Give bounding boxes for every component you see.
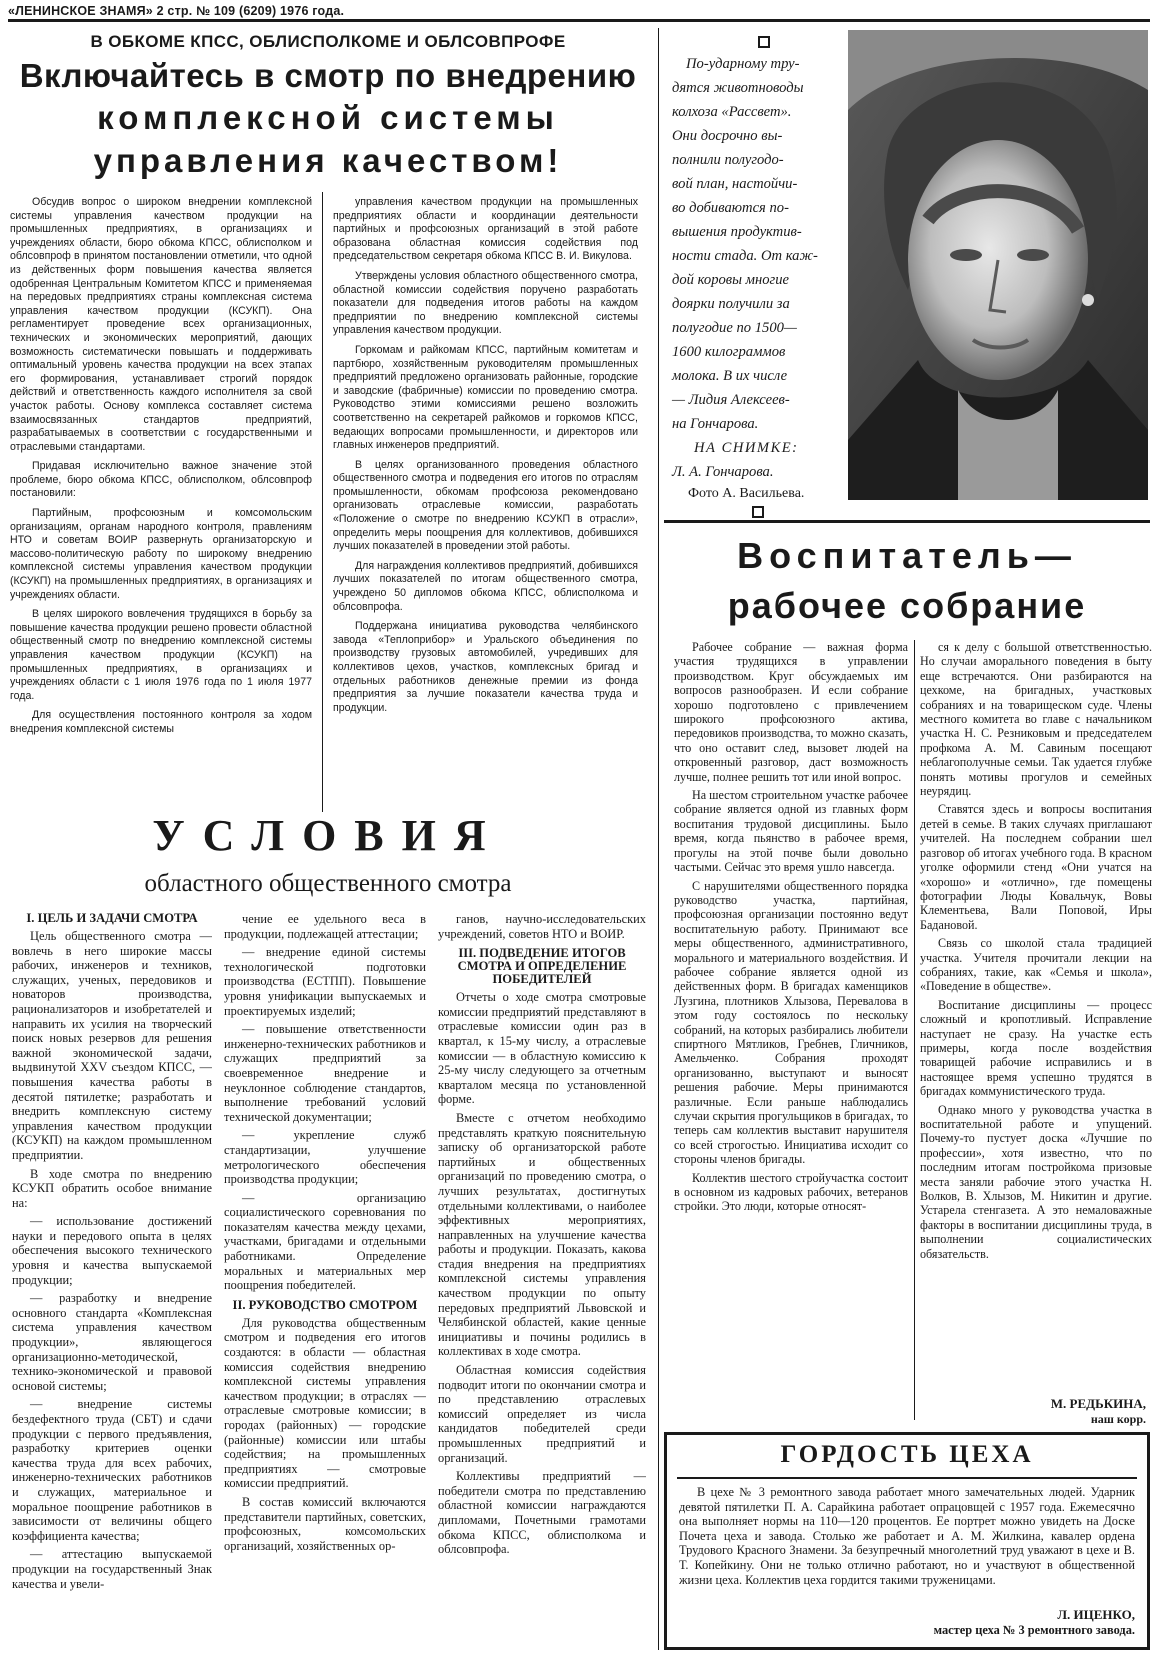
conditions-col-3: [438, 912, 646, 1652]
section-heading: II. РУКОВОДСТВО СМОТРОМ: [232, 1297, 418, 1312]
pride-signature: Л. ИЦЕНКО,: [1057, 1607, 1135, 1622]
caption-line: колхоза «Рассвет».: [672, 104, 792, 120]
educator-signature: М. РЕДЬКИНА,: [1050, 1396, 1146, 1411]
caption-line: дятся животноводы: [672, 80, 804, 96]
paragraph: Придавая исключительно важное значение этой проблеме, бюро обкома КПСС, облисполком, облсовпроф постановили:: [10, 460, 312, 500]
conditions-col-2: [224, 912, 426, 1652]
paragraph: Партийным, профсоюзным и комсомольским организациям, органам народного контроля, правлениям НТО и советам ВОИР развернуть организаторскую и массово-политическую работу по широкому внедрению комплексной системы управления качеством продукции (КСУКП) на промышленных предприятиях, в организациях и учреждениях области.: [10, 507, 312, 601]
paragraph: — повышение ответственности инженерно-технических работников и служащих предприятий за своевременное внедрение и неуклонное соблюдение стандартов, выполнение требований условий технической документации;: [224, 1022, 426, 1124]
headline-line-1: Включайтесь в смотр по внедрению: [19, 57, 637, 94]
pride-box: [664, 1432, 1150, 1650]
paragraph: В ходе смотра по внедрению КСУКП обратить особое внимание на:: [12, 1166, 212, 1210]
photo-credit: Фото А. Васильева.: [688, 486, 805, 501]
headline-line-3: управления качеством!: [93, 142, 563, 179]
photo-label: НА СНИМКЕ:: [694, 440, 799, 456]
pride-paragraph: В цехе № 3 ремонтного завода работает много замечательных людей. Ударник девятой пятилетки П. А. Сарайкина работает опрацовщей с 1957 года. Ежемесячно она выполняет нормы на 110—120 процентов. Ее портрет можно увидеть на Доске Почета цеха и завода. Столько же работает и А. М. Жилкина, кавалер ордена Трудового Красного Знамени. За безупречный многолетний труд уважают в цехе и В. Т. Копейкину. Они не только отлично работают, но и участвуют в общественной жизни цеха. Коллектив цеха гордится такими труженицами.: [679, 1485, 1135, 1587]
paragraph: Поддержана инициатива руководства челябинского завода «Теплоприбор» и Уральского объединения по производству грузовых автомобилей, учредивших для коллективов цехов, участков, комплексных бригад и отдельных работников денежные премии из фонда предприятия за лучшие показатели качества труда и продукции.: [333, 620, 638, 714]
caption-line: полнили полугодо-: [672, 152, 784, 168]
paragraph: Обсудив вопрос о широком внедрении комплексной системы управления качеством продукции на промышленных предприятиях, в организациях и учреждениях области, бюро обкома КПСС, облисполком и облсовпроф в принятом постановлении отметили, что одной из действенных форм повышения качества является одобренная Центральным Комитетом КПСС и применяемая на передовых предприятиях страны комплексная система управления качеством продукции (КСУКП). Она регламентирует проведение всех организационных, технических и экономических мероприятий, дающих возможность систематически повышать и поддерживать оптимальный уровень качества продукции на всех этапах его формирования, устанавливает строгий порядок действий и ответственность каждого исполнителя за свой участок работы. Основу комплекса составляет система взаимосвязанных стандартов предприятий, разрабатываемых в соответствии с государственными и отраслевыми стандартами.: [10, 196, 312, 453]
paragraph: Для осуществления постоянного контроля за ходом внедрения комплексной системы: [10, 709, 312, 735]
caption-line: на Гончарова.: [672, 416, 759, 432]
paragraph: Областная комиссия содействия подводит итоги по окончании смотра и по представлению отраслевых комиссий определяет из числа кандидатов победителей среди промышленных предприятий и организаций.: [438, 1363, 646, 1465]
paragraph: Отчеты о ходе смотра смотровые комиссии предприятий представляют в отраслевые комиссии один раз в квартал, к 15-му числу, а отраслевые комиссии — в областную комиссию к 25-му числу следующего за отчетным кварталом месяца по установленной форме.: [438, 990, 646, 1107]
paragraph: Коллектив шестого стройучастка состоит в основном из кадровых рабочих, ветеранов стройки. Это люди, которые относят-: [674, 1170, 908, 1214]
caption-line: вой план, настойчи-: [672, 176, 798, 192]
paragraph: Однако много у руководства участка в воспитательной работе и упущений. Почему-то пустует доска «Лучшие по профессии», хотя известно, что по последним итогам постройкома призовые места заняли рабочие этого участка Н. Волков, В. Хлызов, М. Никитин и другие. Устарела стенгазета. А это немаловажные факторы в воспитании дисциплины труда, в выполнении социалистических обязательств.: [920, 1102, 1152, 1261]
educator-headline-1: Воспитатель—: [737, 535, 1077, 576]
caption-line: дой коровы многие: [672, 272, 789, 288]
paragraph: С нарушителями общественного порядка руководство участка, партийная, профсоюзная организации постоянно ведут воспитательную работу. Принимают все меры общественного, административного, морального и материального воздействия. И рабочее собрание является одной из действенных форм. В бригадах каменщиков Лузгина, плотников Хлызова, Перевалова в этом году состоялось по нескольку собраний, на которых разбирались любители спиртного Мятликов, Гребнев, Гличников, Амельченко. Собрания проходят организованно, выступают и выносят решения рабочие. Меры принимаются различные. Если раньше наблюдались случаи скрытия прогульщиков в бригадах, то теперь сам коллектив выставит нарушителя со всей строгостью. Инициатива исходит со стороны членов бригады.: [674, 878, 908, 1167]
paragraph: управления качеством продукции на промышленных предприятиях области и координации деятельности партийных и профсоюзных организаций в этой работе образована областная комиссия содействия под председательством секретаря обкома КПСС В. И. Викулова.: [333, 196, 638, 263]
article-kicker: В ОБКОМЕ КПСС, ОБЛИСПОЛКОМЕ И ОБЛСОВПРОФЕ: [90, 32, 566, 51]
paragraph: — разработку и внедрение основного стандарта «Комплексная система управления качеством продукции», являющегося организационно-методической, технико-экономической и правовой основой системы;: [12, 1291, 212, 1393]
photo-caption: [672, 52, 848, 436]
pride-title: ГОРДОСТЬ ЦЕХА: [780, 1441, 1034, 1468]
paragraph: — укрепление служб стандартизации, улучшение метрологического обеспечения производства продукции;: [224, 1128, 426, 1187]
caption-line: Они досрочно вы-: [672, 128, 783, 144]
ornament-square: [752, 506, 764, 518]
paragraph: Цель общественного смотра — вовлечь в него широкие массы рабочих, инженеров и техников, служащих, ученых, передовиков и новаторов производства, рационализаторов и изобретателей и направить их усилия на творческий поиск новых резервов для решения важной экономической задачи, выдвинутой XXV съездом КПСС, — повышения качества работы в десятой пятилетке; разработать и внедрить комплексную систему управления качеством продукции (КСУКП) на каждом промышленном предприятии.: [12, 929, 212, 1162]
paragraph: Для руководства общественным смотром и подведения его итогов создаются: в области — областная комиссия содействия внедрению комплексной системы управления качеством продукции; в отраслях — отраслевые смотровые комиссии; в городах (районных) — городские (районные) комиссии или штабы содействия; на промышленных предприятиях — смотровые комиссии предприятий.: [224, 1315, 426, 1491]
caption-line: молока. В их числе: [672, 368, 788, 384]
educator-col-2: [920, 640, 1152, 1385]
paragraph: Ставятся здесь и вопросы воспитания детей в семье. В таких случаях приглашают учителей. На последнем собрании шел разговор об итогах учебного года. В красном уголке оформили стенд «Они учатся на «хорошо» и «отлично», где помещены фотографии Люды Ковальчук, Вовы Клементьева, Вали Поповой, Иры Бадановой.: [920, 802, 1152, 932]
paragraph: Утверждены условия областного общественного смотра, областной комиссии содействия поручено разработать показатели для подведения итогов работы на каждом предприятии по внедрению комплексной системы управления качеством продукции.: [333, 269, 638, 337]
paragraph: — внедрение единой системы технологической подготовки производства (ЕСТПП). Повышение уровня унификации выпускаемых и проектируемых изделий;: [224, 945, 426, 1018]
caption-line: — Лидия Алексеев-: [672, 392, 790, 408]
conditions-col-1: [12, 912, 212, 1652]
pride-body: [679, 1485, 1135, 1603]
portrait-image: [848, 30, 1148, 500]
paragraph: — аттестацию выпускаемой продукции на государственный Знак качества и увели-: [12, 1547, 212, 1591]
paragraph: Рабочее собрание — важная форма участия трудящихся в управлении производством. Круг обсуждаемых им вопросов разнообразен. И если собрание хорошо подготовлено с привлечением широкого профсоюзного актива, передовиков производства, то можно сказать, что оно оставит след, вызовет людей на откровенный разговор, даст возможность лучше, полнее решить тот или иной вопрос.: [674, 640, 908, 784]
caption-line: доярки получили за: [672, 296, 790, 312]
paragraph: Горкомам и райкомам КПСС, партийным комитетам и партбюро, хозяйственным руководителям промышленных предприятий предложено организовать районные, городские и заводские (фабричные) комиссии по проведению смотра. Руководство этими комиссиями решено возложить соответственно на секретарей райкомов и горкомов КПСС, ведающих вопросами промышленности, и директоров или главных инженеров предприятий.: [333, 343, 638, 452]
paragraph: — внедрение системы бездефектного труда (СБТ) и сдачи продукции с первого предъявления, разработку критериев оценки качества труда для всех рабочих, инженерно-технических работников и служащих, материальное и моральное поощрение работников в зависимости от величины общего коэффициента качества;: [12, 1397, 212, 1543]
pride-title-rule: [677, 1477, 1137, 1479]
paragraph: — использование достижений науки и передового опыта в целях обеспечения высокого технического уровня и качества выпускаемой продукции;: [12, 1214, 212, 1287]
page-divider: [658, 28, 659, 1650]
portrait-photo: [848, 30, 1148, 500]
left-article-col-2: [333, 196, 638, 808]
caption-line: полугодие по 1500—: [672, 320, 797, 336]
paragraph: чение ее удельного веса в продукции, подлежащей аттестации;: [224, 912, 426, 941]
paragraph: Вместе с отчетом необходимо представлять краткую пояснительную записку об организаторской работе партийных и общественных организаций по проведению смотра, о лучших результатах, достигнутых отдельными коллективами, о наиболее эффективных мероприятиях, направленных на улучшение качества работы и продукции. Показать, какова стадия внедрения на предприятиях комплексной системы управления качеством продукции по опыту передовых предприятий Львовской и Челябинской областей, какие ценные инициативы и почины родились в коллективах в ходе смотра.: [438, 1110, 646, 1359]
column-divider: [914, 640, 915, 1420]
caption-line: во добиваются по-: [672, 200, 789, 216]
caption-line: вышения продуктив-: [672, 224, 802, 240]
ornament-square: [758, 36, 770, 48]
caption-line: ности стада. От каж-: [672, 248, 818, 264]
section-divider-top: [664, 520, 1150, 523]
paragraph: Для награждения коллективов предприятий, добившихся лучших показателей по итогам общественного смотра, учреждено 50 дипломов обкома КПСС, облисполкома и облсовпрофа.: [333, 559, 638, 613]
educator-col-1: [674, 640, 908, 1430]
masthead-rule: [8, 19, 1150, 22]
caption-line: 1600 килограммов: [672, 344, 786, 360]
paragraph: ганов, научно-исследовательских учреждений, советов НТО и ВОИР.: [438, 912, 646, 941]
conditions-title: УСЛОВИЯ: [152, 811, 504, 860]
paragraph: Связь со школой стала традицией участка. Учителя прочитали лекции на собраниях, такие, как «Семья и школа», «Поведение в обществе».: [920, 936, 1152, 994]
paragraph: На шестом строительном участке рабочее собрание является одной из главных форм воспитания трудовой дисциплины. Было время, когда пьянство в рабочее время, прогулы на этой почве были довольно частыми. Сейчас это время ушло навсегда.: [674, 788, 908, 875]
conditions-subtitle: областного общественного смотра: [144, 870, 512, 897]
paragraph: В целях организованного проведения областного общественного смотра и подведения его итогов по отраслям промышленности, обкомам профсоюза рекомендовано организовать отраслевые комиссии, разработать «Положение о смотре по внедрению КСУКП в отрасли», определить меры поощрения для коллективов, добившихся лучших показателей в проведении этой работы.: [333, 458, 638, 553]
caption-line: По-ударному тру-: [686, 56, 800, 72]
masthead: «ЛЕНИНСКОЕ ЗНАМЯ» 2 стр. № 109 (6209) 1976 года.: [8, 4, 345, 18]
left-article-col-1: [10, 196, 312, 808]
paragraph: ся к делу с большой ответственностью. Но случаи аморального поведения в быту еще встречаются. Они разбираются на цехкоме, на бригадных, участковых собраниях и на товарищеском суде. Члены местного комитета во главе с начальником участка Н. С. Резниковым и председателем профкома А. М. Савиным посещают неблагополучные семьи. Так удается глубже понять мотивы прогулов и семейных неурядиц.: [920, 640, 1152, 799]
educator-headline-2: рабочее собрание: [727, 585, 1087, 626]
paragraph: В состав комиссий включаются представители партийных, советских, профсоюзных, комсомольских организаций, хозяйственных ор-: [224, 1494, 426, 1553]
section-heading: III. ПОДВЕДЕНИЕ ИТОГОВ СМОТРА И ОПРЕДЕЛЕНИЕ ПОБЕДИТЕЛЕЙ: [457, 946, 627, 987]
pride-signature-role: мастер цеха № 3 ремонтного завода.: [933, 1623, 1135, 1637]
headline-line-2: комплексной системы: [97, 99, 559, 136]
paragraph: — организацию социалистического соревнования по показателям качества между цехами, участками, бригадами и отдельными работниками. Определение моральных и материальных мер поощрения победителей.: [224, 1190, 426, 1293]
educator-signature-role: наш корр.: [1090, 1412, 1146, 1426]
paragraph: В целях широкого вовлечения трудящихся в борьбу за повышение качества продукции решено провести областной общественный смотр по внедрению комплексной системы управления качеством продукции (КСУКП) на промышленных предприятиях, в организациях и учреждениях области с 1 июля 1976 года по 1 июля 1977 года.: [10, 608, 312, 702]
photo-name: Л. А. Гончарова.: [672, 464, 774, 480]
paragraph: Коллективы предприятий — победители смотра по представлению областной комиссии награждаются дипломами, Почетными грамотами обкома КПСС, облисполкома и облсовпрофа.: [438, 1469, 646, 1557]
paragraph: Воспитание дисциплины — процесс сложный и кропотливый. Исправление наступает не сразу. На участке есть примеры, когда после воздействия товарищей рабочие исправились и в настоящее время успешно трудятся в бригадах коммунистического труда.: [920, 997, 1152, 1099]
column-divider: [322, 192, 323, 812]
section-heading: I. ЦЕЛЬ И ЗАДАЧИ СМОТРА: [26, 912, 198, 925]
